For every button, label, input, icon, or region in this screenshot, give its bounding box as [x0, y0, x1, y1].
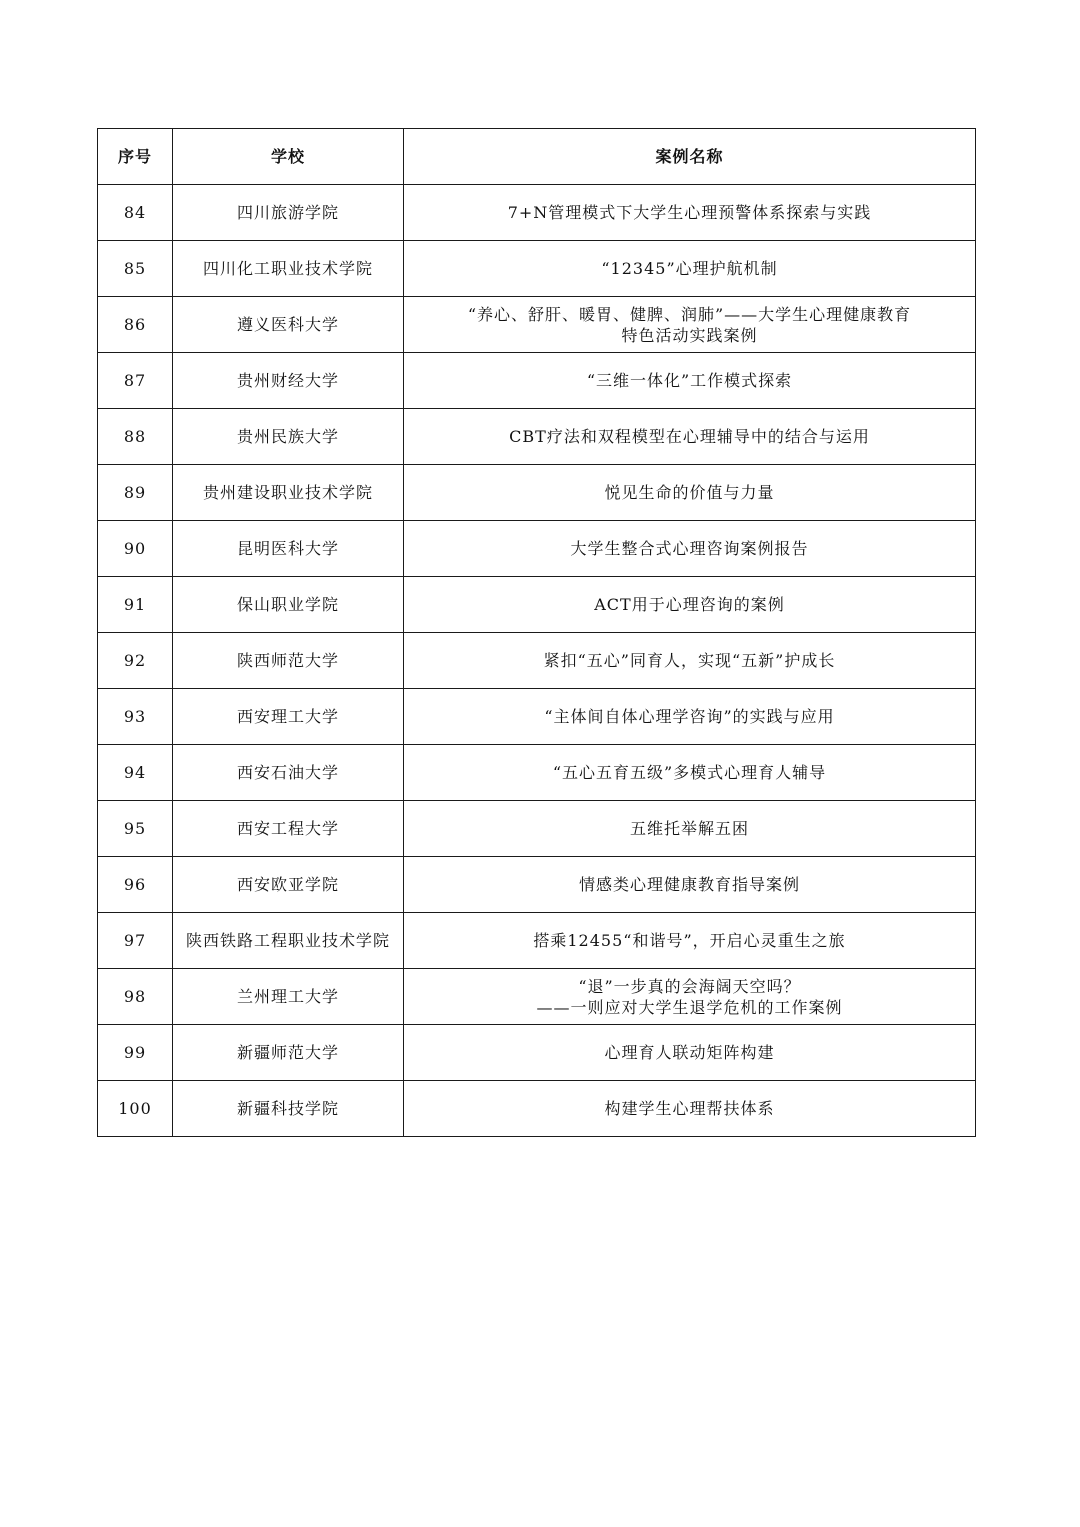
row-number: 90	[98, 521, 173, 577]
case-name-line: 7+N管理模式下大学生心理预警体系探索与实践	[507, 203, 872, 222]
header-school: 学校	[173, 129, 404, 185]
table-row	[98, 465, 976, 521]
row-number: 85	[98, 241, 173, 297]
row-school: 西安石油大学	[173, 745, 404, 801]
row-number: 93	[98, 689, 173, 745]
row-case-name	[404, 1025, 976, 1081]
case-name-line: “五心五育五级”多模式心理育人辅导	[552, 763, 827, 782]
row-case-name	[404, 857, 976, 913]
row-school: 陕西铁路工程职业技术学院	[173, 913, 404, 969]
row-school: 西安工程大学	[173, 801, 404, 857]
case-name-line: “养心、舒肝、暖胃、健脾、润肺”——大学生心理健康教育	[467, 304, 912, 324]
case-name-line: 五维托举解五困	[629, 819, 749, 838]
row-case-name	[404, 409, 976, 465]
case-name-line: ——一则应对大学生退学危机的工作案例	[536, 997, 843, 1017]
row-case-name	[404, 969, 976, 1025]
row-number: 88	[98, 409, 173, 465]
case-name-line: 大学生整合式心理咨询案例报告	[570, 539, 809, 558]
row-number: 92	[98, 633, 173, 689]
row-case-name	[404, 801, 976, 857]
row-case-name	[404, 185, 976, 241]
row-school: 西安理工大学	[173, 689, 404, 745]
row-number: 94	[98, 745, 173, 801]
case-name-line: ACT用于心理咨询的案例	[594, 595, 785, 614]
row-school: 西安欧亚学院	[173, 857, 404, 913]
row-school: 新疆师范大学	[173, 1025, 404, 1081]
table-row	[98, 857, 976, 913]
row-number: 98	[98, 969, 173, 1025]
table-row	[98, 801, 976, 857]
case-name-line: 特色活动实践案例	[621, 325, 758, 345]
row-school: 保山职业学院	[173, 577, 404, 633]
row-case-name	[404, 465, 976, 521]
table-row	[98, 913, 976, 969]
table-row	[98, 633, 976, 689]
row-case-name	[404, 1081, 976, 1137]
row-case-name	[404, 913, 976, 969]
row-case-name	[404, 353, 976, 409]
row-number: 97	[98, 913, 173, 969]
case-name-line: “三维一体化”工作模式探索	[586, 371, 793, 390]
table-row	[98, 1025, 976, 1081]
table-row	[98, 689, 976, 745]
row-number: 95	[98, 801, 173, 857]
row-school: 遵义医科大学	[173, 297, 404, 353]
table-row	[98, 577, 976, 633]
case-name-line: “主体间自体心理学咨询”的实践与应用	[544, 707, 835, 726]
row-school: 贵州建设职业技术学院	[173, 465, 404, 521]
case-name-line: 悦见生命的价值与力量	[604, 483, 775, 502]
row-case-name	[404, 689, 976, 745]
table-row	[98, 969, 976, 1025]
row-case-name	[404, 577, 976, 633]
table-row	[98, 353, 976, 409]
row-school: 贵州民族大学	[173, 409, 404, 465]
header-number: 序号	[98, 129, 173, 185]
row-number: 89	[98, 465, 173, 521]
row-case-name	[404, 297, 976, 353]
row-school: 四川化工职业技术学院	[173, 241, 404, 297]
table-row	[98, 185, 976, 241]
row-case-name	[404, 521, 976, 577]
row-number: 96	[98, 857, 173, 913]
row-number: 86	[98, 297, 173, 353]
row-number: 100	[98, 1081, 173, 1137]
table-row	[98, 745, 976, 801]
case-name-line: 心理育人联动矩阵构建	[604, 1043, 775, 1062]
row-school: 四川旅游学院	[173, 185, 404, 241]
case-name-line: “退”一步真的会海阔天空吗？	[578, 976, 801, 996]
case-name-line: 情感类心理健康教育指导案例	[578, 875, 800, 894]
case-name-line: 搭乘12455“和谐号”，开启心灵重生之旅	[533, 931, 846, 950]
case-name-line: 紧扣“五心”同育人，实现“五新”护成长	[543, 651, 836, 670]
header-case-name: 案例名称	[404, 129, 976, 185]
table-body	[98, 185, 976, 1137]
table-row	[98, 409, 976, 465]
case-name-line: “12345”心理护航机制	[601, 259, 778, 278]
case-list-table	[97, 128, 976, 1137]
row-school: 陕西师范大学	[173, 633, 404, 689]
row-number: 87	[98, 353, 173, 409]
table-row	[98, 241, 976, 297]
row-school: 贵州财经大学	[173, 353, 404, 409]
table-row	[98, 521, 976, 577]
row-case-name	[404, 241, 976, 297]
row-school: 新疆科技学院	[173, 1081, 404, 1137]
case-name-line: CBT疗法和双程模型在心理辅导中的结合与运用	[509, 427, 870, 446]
row-school: 兰州理工大学	[173, 969, 404, 1025]
row-case-name	[404, 745, 976, 801]
table-row	[98, 297, 976, 353]
table-row	[98, 1081, 976, 1137]
row-number: 99	[98, 1025, 173, 1081]
row-number: 91	[98, 577, 173, 633]
case-name-line: 构建学生心理帮扶体系	[604, 1099, 775, 1118]
row-case-name	[404, 633, 976, 689]
row-school: 昆明医科大学	[173, 521, 404, 577]
row-number: 84	[98, 185, 173, 241]
table-header-row	[98, 129, 976, 185]
